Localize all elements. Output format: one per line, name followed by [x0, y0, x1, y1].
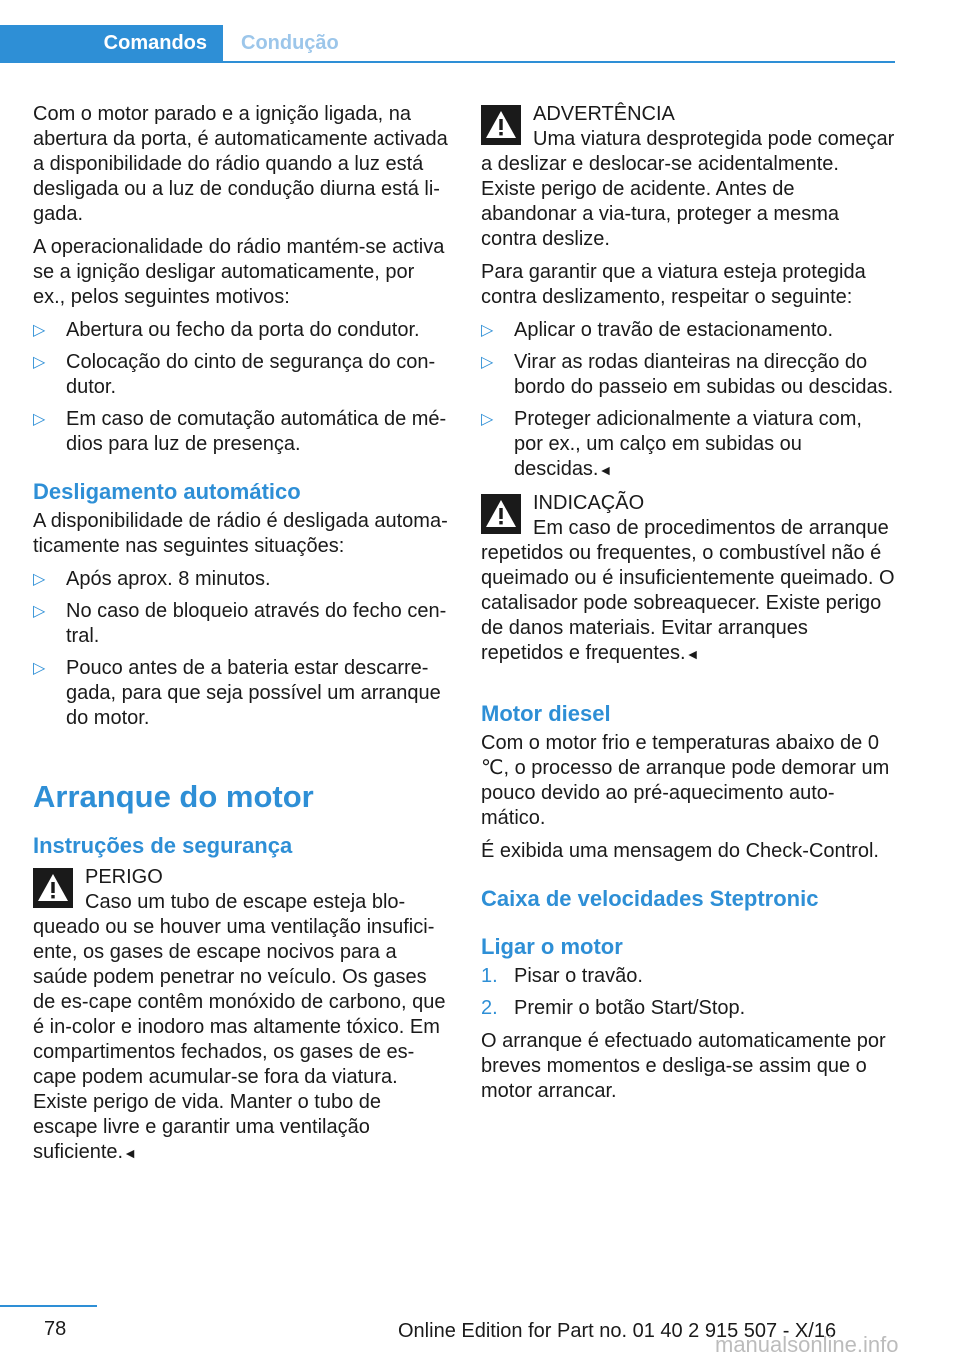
end-mark: ◄: [685, 646, 700, 662]
warning-title: ADVERTÊNCIA: [533, 103, 675, 125]
warning-text: Uma viatura desprotegida pode começar a deslizar e deslocar-se acidentalmente. Existe perigo de acidente. Antes de abandonar a via-tura, proteger a mesma contra deslize.: [481, 128, 895, 250]
triangle-bullet-icon: ▷: [33, 603, 46, 620]
footer-rule: [0, 1305, 97, 1307]
bullet-list: [481, 318, 895, 483]
note-title: INDICAÇÃO: [533, 492, 645, 514]
triangle-bullet-icon: ▷: [481, 411, 494, 428]
chapter-heading: Arranque do motor: [33, 779, 314, 814]
triangle-bullet-icon: ▷: [481, 322, 494, 339]
section-heading: Desligamento automático: [33, 479, 301, 504]
numbered-list: [481, 964, 895, 1021]
paragraph: A disponibilidade de rádio é desligada automa-ticamente nas seguintes situações:: [33, 510, 448, 557]
bullet-list: [33, 567, 449, 731]
warning-triangle-icon: [33, 868, 73, 908]
list-item: 1. Pisar o travão.: [481, 965, 643, 987]
list-item: ▷ Em caso de comutação automática de mé-dios para luz de presença.: [33, 408, 447, 455]
section-heading: Motor diesel: [481, 701, 611, 726]
left-column: [33, 102, 449, 1174]
list-item: ▷ Após aprox. 8 minutos.: [33, 568, 271, 590]
note-box: [481, 491, 895, 667]
step-number: 2.: [481, 997, 498, 1019]
triangle-bullet-icon: ▷: [33, 354, 46, 371]
triangle-bullet-icon: ▷: [33, 322, 46, 339]
end-mark: ◄: [123, 1145, 137, 1161]
list-item: ▷ Proteger adicionalmente a viatura com, por ex., um calço em subidas ou descidas.◄: [481, 408, 862, 480]
list-item: ▷ No caso de bloqueio através do fecho cen-tral.: [33, 600, 447, 647]
danger-box: [33, 865, 449, 1166]
note-text: Em caso de procedimentos de arranque repetidos ou frequentes, o combustível não é queimado ou é insuficientemente queimado. O catalisador pode sobreaquecer. Existe perigo de danos materiais. Evitar arranques repetidos e frequentes.: [481, 517, 895, 664]
paragraph: A operacionalidade do rádio mantém-se activa se a ignição desligar automaticamente, por ex., pelos seguintes motivos:: [33, 236, 445, 308]
paragraph: O arranque é efectuado automaticamente por breves momentos e desliga-se assim que o motor arrancar.: [481, 1030, 886, 1102]
end-mark: ◄: [598, 462, 613, 478]
danger-title: PERIGO: [85, 866, 163, 888]
paragraph: É exibida uma mensagem do Check-Control.: [481, 840, 879, 862]
danger-text: Caso um tubo de escape esteja blo-queado ou se houver uma ventilação insufici-ente, os gases de escape nocivos para a saúde podem penetrar no veículo. Os gases de es-cape contêm monóxido de carbono, que é in-color e inodoro mas altamente tóxico. Em compartimentos fechados, os gases de es-cape podem acumular-se fora da viatura. Existe perigo de vida. Manter o tubo de escape livre e garantir uma ventilação suficiente.: [33, 891, 446, 1163]
page-number: 78: [44, 1318, 67, 1340]
triangle-bullet-icon: ▷: [33, 411, 46, 428]
list-item: ▷ Abertura ou fecho da porta do condutor.: [33, 319, 420, 341]
chapter-tabbar: [0, 25, 895, 63]
paragraph: Com o motor frio e temperaturas abaixo de 0 ℃, o processo de arranque pode demorar um pouco devido ao pré-aquecimento auto-mático.: [481, 732, 890, 829]
section-heading: Caixa de velocidades Steptronic: [481, 886, 819, 911]
triangle-bullet-icon: ▷: [33, 571, 46, 588]
list-item: ▷ Virar as rodas dianteiras na direcção do bordo do passeio em subidas ou descidas.: [481, 351, 894, 398]
watermark: manualsonline.info: [715, 1332, 899, 1357]
warning-triangle-icon: [481, 494, 521, 534]
tab-conducao[interactable]: Condução: [241, 32, 339, 54]
list-item: ▷ Aplicar o travão de estacionamento.: [481, 319, 834, 341]
list-item: ▷ Colocação do cinto de segurança do con-dutor.: [33, 351, 436, 398]
paragraph: Para garantir que a viatura esteja protegida contra deslizamento, respeitar o seguinte:: [481, 261, 866, 308]
edition-text: Online Edition for Part no. 01 40 2 915 507 - X/16: [398, 1320, 837, 1342]
triangle-bullet-icon: ▷: [481, 354, 494, 371]
warning-triangle-icon: [481, 105, 521, 145]
right-column: [481, 102, 895, 1112]
section-heading: Instruções de segurança: [33, 833, 293, 858]
triangle-bullet-icon: ▷: [33, 660, 46, 677]
warning-box: [481, 102, 895, 252]
subsection-heading: Ligar o motor: [481, 934, 623, 959]
tab-comandos[interactable]: Comandos: [0, 25, 223, 61]
list-item: 2. Premir o botão Start/Stop.: [481, 997, 746, 1019]
bullet-list: [33, 318, 449, 457]
step-number: 1.: [481, 965, 498, 987]
paragraph: Com o motor parado e a ignição ligada, na abertura da porta, é automaticamente activada a disponibilidade do rádio quando a luz está desligada ou a luz de condução diurna está li-gada.: [33, 103, 448, 225]
list-item: ▷ Pouco antes de a bateria estar descarre-gada, para que seja possível um arranque do motor.: [33, 657, 441, 729]
